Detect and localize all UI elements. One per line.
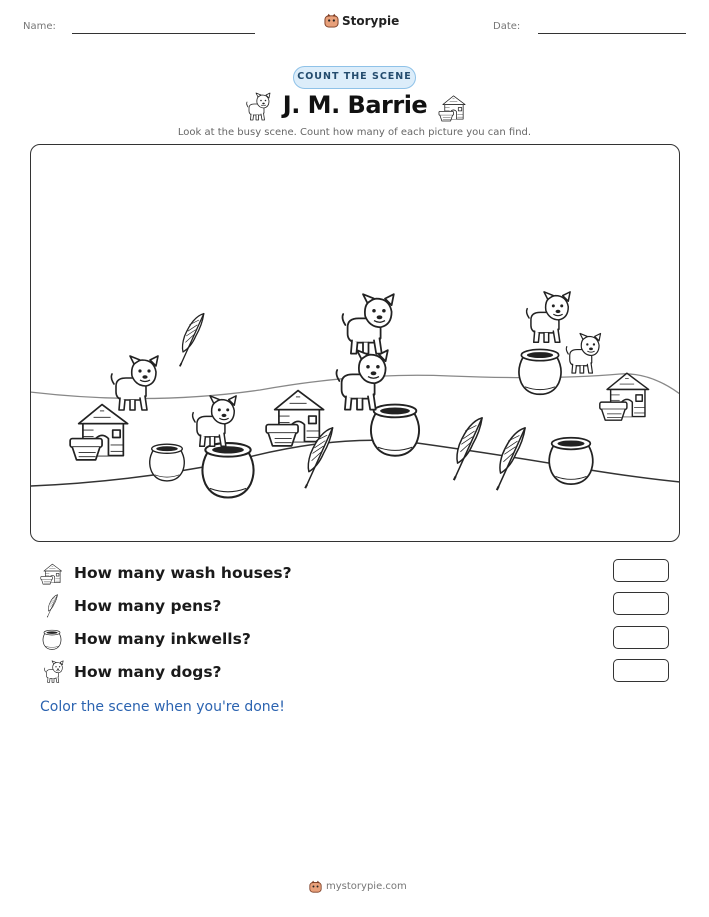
date-label: Date:	[493, 21, 521, 32]
count-scene	[30, 144, 680, 542]
wash-house[interactable]	[70, 404, 127, 459]
question-inkwells	[40, 627, 251, 651]
question-wash-houses	[40, 561, 292, 585]
answer-box-inkwells[interactable]	[613, 626, 669, 649]
dog-icon	[241, 92, 271, 122]
question-dogs	[40, 660, 222, 684]
dog[interactable]	[566, 333, 600, 373]
dog[interactable]	[336, 350, 387, 409]
dog[interactable]	[526, 291, 570, 341]
inkwell[interactable]	[370, 404, 418, 455]
question-text: How many wash houses?	[74, 564, 292, 582]
pen-icon	[40, 594, 64, 618]
wash-house[interactable]	[599, 373, 648, 420]
activity-badge: COUNT THE SCENE	[293, 66, 416, 89]
site-footer	[309, 880, 407, 893]
name-line[interactable]	[72, 33, 255, 34]
color-instruction: Color the scene when you're done!	[40, 699, 285, 715]
inkwell[interactable]	[149, 444, 184, 481]
wash-house[interactable]	[266, 390, 323, 445]
question-text: How many inkwells?	[74, 630, 251, 648]
answer-box-pens[interactable]	[613, 592, 669, 615]
dog[interactable]	[192, 395, 236, 445]
dog[interactable]	[342, 294, 393, 353]
date-line[interactable]	[538, 33, 686, 34]
site-url[interactable]: mystorypie.com	[326, 881, 407, 892]
wash-house-icon	[438, 92, 468, 122]
question-pens	[40, 594, 221, 618]
inkwell-icon	[40, 627, 64, 651]
storypie-icon	[324, 13, 339, 28]
name-label: Name:	[23, 21, 56, 32]
pen[interactable]	[453, 417, 481, 479]
question-text: How many dogs?	[74, 663, 222, 681]
answer-box-wash-houses[interactable]	[613, 559, 669, 582]
pen[interactable]	[179, 313, 203, 366]
instructions: Look at the busy scene. Count how many of each picture you can find.	[177, 127, 532, 138]
dog[interactable]	[111, 356, 158, 410]
page-title: J. M. Barrie	[282, 91, 428, 119]
storypie-icon	[309, 880, 322, 893]
inkwell[interactable]	[549, 437, 593, 483]
inkwell[interactable]	[202, 443, 253, 497]
brand-name: Storypie	[342, 13, 400, 28]
inkwell[interactable]	[518, 349, 560, 394]
brand-logo	[324, 13, 399, 28]
wash-house-icon	[40, 561, 64, 585]
answer-box-dogs[interactable]	[613, 659, 669, 682]
dog-icon	[40, 660, 64, 684]
question-text: How many pens?	[74, 597, 222, 615]
